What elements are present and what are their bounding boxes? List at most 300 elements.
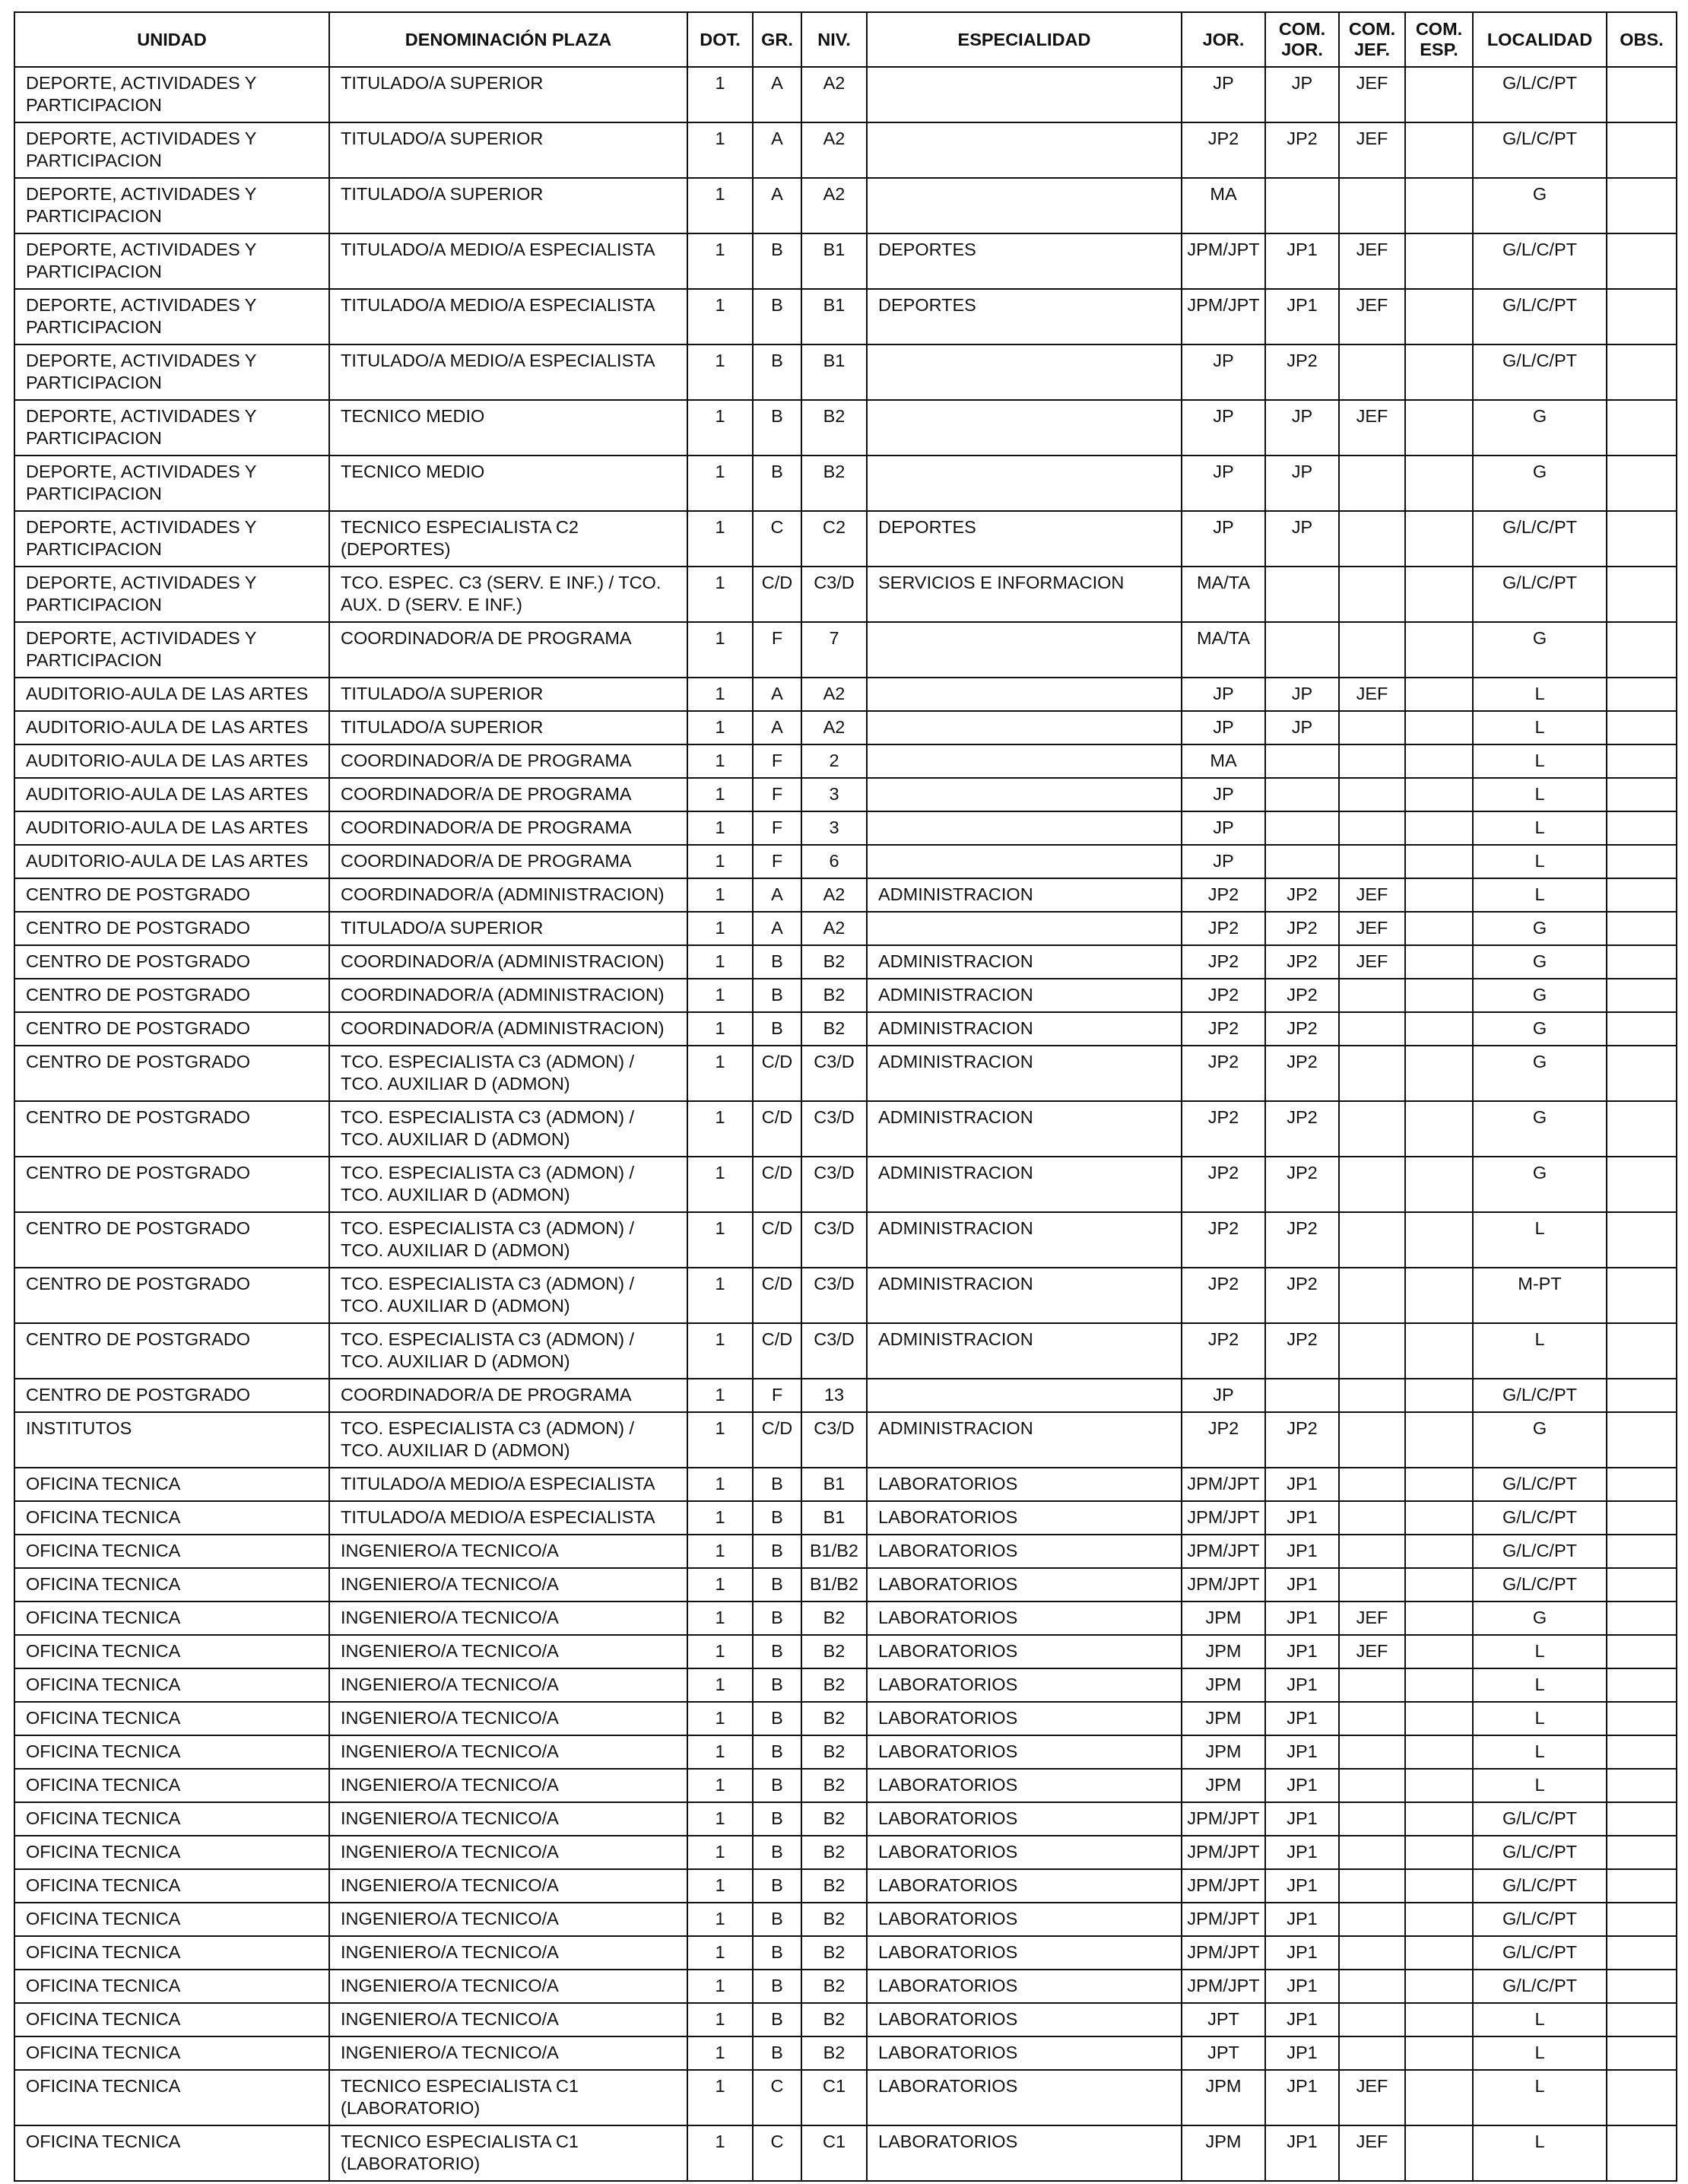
cell-jor: JPT	[1182, 2036, 1265, 2070]
cell-jor: JP2	[1182, 1212, 1265, 1268]
cell-localidad: G/L/C/PT	[1473, 344, 1607, 400]
cell-unidad: CENTRO DE POSTGRADO	[14, 945, 329, 979]
cell-com-jef	[1339, 2003, 1405, 2036]
cell-unidad: OFICINA TECNICA	[14, 1501, 329, 1535]
cell-denominacion-plaza: INGENIERO/A TECNICO/A	[329, 1635, 687, 1668]
cell-gr: B	[753, 1535, 801, 1568]
table-row	[14, 945, 1677, 979]
cell-dot: 1	[687, 778, 753, 811]
header-obs: OBS.	[1607, 12, 1677, 67]
cell-unidad: CENTRO DE POSTGRADO	[14, 1268, 329, 1323]
cell-com-jef	[1339, 1869, 1405, 1903]
cell-dot: 1	[687, 912, 753, 945]
cell-localidad: G/L/C/PT	[1473, 233, 1607, 289]
cell-denominacion-plaza: TITULADO/A SUPERIOR	[329, 178, 687, 233]
table-row	[14, 1903, 1677, 1936]
cell-unidad: CENTRO DE POSTGRADO	[14, 1323, 329, 1379]
cell-especialidad: LABORATORIOS	[867, 2125, 1182, 2181]
cell-niv: B1/B2	[801, 1568, 867, 1601]
cell-com-jor: JP1	[1265, 233, 1339, 289]
cell-unidad: OFICINA TECNICA	[14, 2125, 329, 2181]
cell-jor: JP2	[1182, 878, 1265, 912]
cell-com-jor: JP1	[1265, 1769, 1339, 1802]
cell-dot: 1	[687, 1046, 753, 1101]
cell-denominacion-plaza: INGENIERO/A TECNICO/A	[329, 1970, 687, 2003]
cell-especialidad: ADMINISTRACION	[867, 1323, 1182, 1379]
cell-denominacion-plaza: TITULADO/A SUPERIOR	[329, 122, 687, 178]
cell-com-jor: JP	[1265, 511, 1339, 567]
cell-dot: 1	[687, 1836, 753, 1869]
cell-gr: B	[753, 1869, 801, 1903]
cell-niv: B2	[801, 1735, 867, 1769]
cell-localidad: G/L/C/PT	[1473, 289, 1607, 344]
cell-localidad: G/L/C/PT	[1473, 67, 1607, 122]
cell-com-jef: JEF	[1339, 233, 1405, 289]
cell-obs	[1607, 67, 1677, 122]
cell-localidad: G	[1473, 456, 1607, 511]
cell-dot: 1	[687, 711, 753, 744]
cell-localidad: G	[1473, 979, 1607, 1012]
cell-niv: C3/D	[801, 1323, 867, 1379]
cell-dot: 1	[687, 811, 753, 845]
cell-com-jef	[1339, 979, 1405, 1012]
cell-obs	[1607, 678, 1677, 711]
cell-com-esp	[1405, 1769, 1473, 1802]
table-row	[14, 67, 1677, 122]
cell-com-esp	[1405, 1157, 1473, 1212]
cell-localidad: G	[1473, 1157, 1607, 1212]
cell-niv: B2	[801, 1702, 867, 1735]
cell-niv: B1	[801, 1501, 867, 1535]
cell-com-jef: JEF	[1339, 945, 1405, 979]
cell-com-jor: JP	[1265, 711, 1339, 744]
cell-localidad: G	[1473, 1046, 1607, 1101]
cell-niv: B1	[801, 289, 867, 344]
cell-jor: JPM	[1182, 2125, 1265, 2181]
cell-obs	[1607, 1769, 1677, 1802]
cell-com-jor: JP1	[1265, 1936, 1339, 1970]
cell-especialidad	[867, 67, 1182, 122]
cell-localidad: L	[1473, 811, 1607, 845]
table-row	[14, 1379, 1677, 1412]
cell-localidad: L	[1473, 2003, 1607, 2036]
cell-localidad: L	[1473, 778, 1607, 811]
cell-com-jef	[1339, 1568, 1405, 1601]
cell-jor: JP	[1182, 711, 1265, 744]
cell-com-jef	[1339, 1412, 1405, 1468]
cell-com-jef	[1339, 1046, 1405, 1101]
cell-niv: B2	[801, 1769, 867, 1802]
cell-com-esp	[1405, 1836, 1473, 1869]
cell-dot: 1	[687, 1379, 753, 1412]
cell-gr: B	[753, 1802, 801, 1836]
cell-denominacion-plaza: INGENIERO/A TECNICO/A	[329, 1936, 687, 1970]
cell-com-esp	[1405, 233, 1473, 289]
cell-com-jor: JP1	[1265, 1735, 1339, 1769]
cell-obs	[1607, 1568, 1677, 1601]
cell-com-esp	[1405, 289, 1473, 344]
cell-com-jef	[1339, 1501, 1405, 1535]
cell-jor: JP2	[1182, 1157, 1265, 1212]
table-row	[14, 1869, 1677, 1903]
cell-especialidad: DEPORTES	[867, 511, 1182, 567]
cell-dot: 1	[687, 2036, 753, 2070]
cell-jor: JP2	[1182, 912, 1265, 945]
cell-com-jor: JP1	[1265, 1802, 1339, 1836]
cell-denominacion-plaza: TECNICO ESPECIALISTA C1 (LABORATORIO)	[329, 2070, 687, 2125]
cell-jor: JPM/JPT	[1182, 1836, 1265, 1869]
table-row	[14, 912, 1677, 945]
cell-denominacion-plaza: INGENIERO/A TECNICO/A	[329, 2036, 687, 2070]
cell-jor: JP	[1182, 678, 1265, 711]
cell-gr: B	[753, 344, 801, 400]
cell-localidad: G/L/C/PT	[1473, 1535, 1607, 1568]
cell-gr: A	[753, 711, 801, 744]
cell-denominacion-plaza: INGENIERO/A TECNICO/A	[329, 1702, 687, 1735]
cell-dot: 1	[687, 1468, 753, 1501]
cell-com-jor: JP2	[1265, 878, 1339, 912]
cell-obs	[1607, 2036, 1677, 2070]
cell-com-jor: JP1	[1265, 1836, 1339, 1869]
cell-gr: A	[753, 178, 801, 233]
cell-localidad: G/L/C/PT	[1473, 1970, 1607, 2003]
cell-jor: JP	[1182, 845, 1265, 878]
cell-denominacion-plaza: INGENIERO/A TECNICO/A	[329, 1568, 687, 1601]
cell-denominacion-plaza: TCO. ESPECIALISTA C3 (ADMON) / TCO. AUXILIAR D (ADMON)	[329, 1412, 687, 1468]
cell-com-jef: JEF	[1339, 2125, 1405, 2181]
cell-denominacion-plaza: TITULADO/A SUPERIOR	[329, 678, 687, 711]
cell-niv: C3/D	[801, 567, 867, 622]
cell-com-jef	[1339, 1268, 1405, 1323]
cell-jor: MA/TA	[1182, 622, 1265, 678]
cell-com-jor	[1265, 1379, 1339, 1412]
cell-gr: B	[753, 1568, 801, 1601]
cell-com-jef: JEF	[1339, 1635, 1405, 1668]
cell-com-esp	[1405, 1379, 1473, 1412]
cell-unidad: OFICINA TECNICA	[14, 1568, 329, 1601]
cell-com-esp	[1405, 1268, 1473, 1323]
cell-com-jor: JP1	[1265, 1970, 1339, 2003]
cell-niv: B2	[801, 1601, 867, 1635]
header-com-jor: COM. JOR.	[1265, 12, 1339, 67]
cell-com-esp	[1405, 178, 1473, 233]
cell-dot: 1	[687, 1012, 753, 1046]
cell-dot: 1	[687, 2070, 753, 2125]
cell-gr: B	[753, 289, 801, 344]
cell-especialidad	[867, 811, 1182, 845]
cell-unidad: DEPORTE, ACTIVIDADES Y PARTICIPACION	[14, 622, 329, 678]
cell-gr: B	[753, 1836, 801, 1869]
cell-jor: JPM/JPT	[1182, 233, 1265, 289]
cell-com-jor: JP	[1265, 400, 1339, 456]
cell-especialidad: LABORATORIOS	[867, 1769, 1182, 1802]
cell-com-jor: JP2	[1265, 122, 1339, 178]
cell-unidad: AUDITORIO-AULA DE LAS ARTES	[14, 845, 329, 878]
cell-unidad: AUDITORIO-AULA DE LAS ARTES	[14, 778, 329, 811]
cell-unidad: OFICINA TECNICA	[14, 2070, 329, 2125]
cell-localidad: G/L/C/PT	[1473, 1568, 1607, 1601]
cell-com-jef	[1339, 178, 1405, 233]
cell-localidad: L	[1473, 1702, 1607, 1735]
cell-com-jor	[1265, 811, 1339, 845]
cell-localidad: L	[1473, 1769, 1607, 1802]
cell-localidad: L	[1473, 2036, 1607, 2070]
cell-niv: B2	[801, 456, 867, 511]
cell-unidad: CENTRO DE POSTGRADO	[14, 912, 329, 945]
cell-niv: 2	[801, 744, 867, 778]
cell-com-jef	[1339, 1012, 1405, 1046]
cell-com-jor: JP2	[1265, 979, 1339, 1012]
cell-unidad: DEPORTE, ACTIVIDADES Y PARTICIPACION	[14, 567, 329, 622]
cell-unidad: OFICINA TECNICA	[14, 1970, 329, 2003]
cell-com-esp	[1405, 979, 1473, 1012]
cell-obs	[1607, 178, 1677, 233]
cell-dot: 1	[687, 1936, 753, 1970]
cell-unidad: CENTRO DE POSTGRADO	[14, 878, 329, 912]
cell-localidad: G/L/C/PT	[1473, 1802, 1607, 1836]
header-especialidad: ESPECIALIDAD	[867, 12, 1182, 67]
cell-gr: F	[753, 845, 801, 878]
cell-com-jef	[1339, 1903, 1405, 1936]
cell-com-jor: JP1	[1265, 1535, 1339, 1568]
cell-com-esp	[1405, 1735, 1473, 1769]
cell-jor: JP	[1182, 811, 1265, 845]
cell-jor: JP	[1182, 778, 1265, 811]
header-denominacion-plaza: DENOMINACIÓN PLAZA	[329, 12, 687, 67]
cell-unidad: INSTITUTOS	[14, 1412, 329, 1468]
cell-localidad: G	[1473, 1412, 1607, 1468]
cell-especialidad	[867, 912, 1182, 945]
cell-com-esp	[1405, 1012, 1473, 1046]
cell-jor: JP2	[1182, 1268, 1265, 1323]
cell-com-esp	[1405, 1535, 1473, 1568]
cell-niv: B2	[801, 1802, 867, 1836]
cell-com-esp	[1405, 511, 1473, 567]
cell-unidad: AUDITORIO-AULA DE LAS ARTES	[14, 678, 329, 711]
cell-com-esp	[1405, 400, 1473, 456]
cell-gr: B	[753, 1903, 801, 1936]
cell-com-esp	[1405, 912, 1473, 945]
cell-denominacion-plaza: TECNICO MEDIO	[329, 400, 687, 456]
cell-jor: JPM/JPT	[1182, 1802, 1265, 1836]
cell-com-jor: JP1	[1265, 1468, 1339, 1501]
cell-denominacion-plaza: COORDINADOR/A (ADMINISTRACION)	[329, 1012, 687, 1046]
cell-obs	[1607, 1412, 1677, 1468]
cell-denominacion-plaza: COORDINADOR/A (ADMINISTRACION)	[329, 878, 687, 912]
cell-niv: B1/B2	[801, 1535, 867, 1568]
cell-jor: JPM/JPT	[1182, 1468, 1265, 1501]
cell-niv: B2	[801, 1836, 867, 1869]
cell-obs	[1607, 711, 1677, 744]
cell-com-esp	[1405, 2125, 1473, 2181]
table-row	[14, 1668, 1677, 1702]
cell-dot: 1	[687, 845, 753, 878]
cell-com-jef: JEF	[1339, 122, 1405, 178]
cell-unidad: CENTRO DE POSTGRADO	[14, 979, 329, 1012]
cell-niv: B2	[801, 1635, 867, 1668]
table-row	[14, 1769, 1677, 1802]
cell-niv: B1	[801, 1468, 867, 1501]
cell-denominacion-plaza: TCO. ESPEC. C3 (SERV. E INF.) / TCO. AUX. D (SERV. E INF.)	[329, 567, 687, 622]
cell-denominacion-plaza: TITULADO/A MEDIO/A ESPECIALISTA	[329, 1501, 687, 1535]
cell-niv: C3/D	[801, 1268, 867, 1323]
cell-niv: B2	[801, 1668, 867, 1702]
cell-niv: C3/D	[801, 1412, 867, 1468]
cell-unidad: CENTRO DE POSTGRADO	[14, 1212, 329, 1268]
table-row	[14, 878, 1677, 912]
table-row	[14, 289, 1677, 344]
cell-especialidad	[867, 456, 1182, 511]
cell-dot: 1	[687, 622, 753, 678]
cell-com-esp	[1405, 1601, 1473, 1635]
cell-niv: 6	[801, 845, 867, 878]
cell-obs	[1607, 456, 1677, 511]
cell-obs	[1607, 945, 1677, 979]
cell-com-jef	[1339, 2036, 1405, 2070]
cell-unidad: CENTRO DE POSTGRADO	[14, 1046, 329, 1101]
cell-localidad: G	[1473, 178, 1607, 233]
cell-denominacion-plaza: TITULADO/A SUPERIOR	[329, 711, 687, 744]
cell-com-jef	[1339, 711, 1405, 744]
cell-com-jor: JP2	[1265, 1101, 1339, 1157]
cell-especialidad: ADMINISTRACION	[867, 945, 1182, 979]
cell-niv: B1	[801, 344, 867, 400]
cell-com-jor: JP1	[1265, 1903, 1339, 1936]
cell-dot: 1	[687, 945, 753, 979]
cell-obs	[1607, 1802, 1677, 1836]
cell-com-jor: JP1	[1265, 289, 1339, 344]
header-unidad: UNIDAD	[14, 12, 329, 67]
cell-dot: 1	[687, 400, 753, 456]
cell-gr: A	[753, 912, 801, 945]
cell-especialidad	[867, 1379, 1182, 1412]
cell-gr: B	[753, 1970, 801, 2003]
cell-jor: JP	[1182, 344, 1265, 400]
cell-denominacion-plaza: INGENIERO/A TECNICO/A	[329, 1802, 687, 1836]
cell-com-jef	[1339, 344, 1405, 400]
cell-jor: JPM	[1182, 1735, 1265, 1769]
cell-unidad: DEPORTE, ACTIVIDADES Y PARTICIPACION	[14, 178, 329, 233]
cell-gr: C/D	[753, 1101, 801, 1157]
cell-especialidad: LABORATORIOS	[867, 1568, 1182, 1601]
cell-com-jor: JP1	[1265, 2070, 1339, 2125]
table-row	[14, 1323, 1677, 1379]
cell-unidad: OFICINA TECNICA	[14, 1668, 329, 1702]
cell-especialidad: LABORATORIOS	[867, 1668, 1182, 1702]
cell-gr: B	[753, 1702, 801, 1735]
cell-especialidad: LABORATORIOS	[867, 1869, 1182, 1903]
cell-com-esp	[1405, 678, 1473, 711]
table-row	[14, 778, 1677, 811]
cell-obs	[1607, 878, 1677, 912]
cell-com-jef	[1339, 567, 1405, 622]
cell-denominacion-plaza: INGENIERO/A TECNICO/A	[329, 2003, 687, 2036]
cell-especialidad: DEPORTES	[867, 289, 1182, 344]
cell-especialidad: ADMINISTRACION	[867, 878, 1182, 912]
cell-niv: C3/D	[801, 1046, 867, 1101]
cell-localidad: G/L/C/PT	[1473, 567, 1607, 622]
cell-localidad: G	[1473, 1601, 1607, 1635]
table-row	[14, 1412, 1677, 1468]
cell-niv: B2	[801, 1936, 867, 1970]
cell-dot: 1	[687, 1101, 753, 1157]
cell-denominacion-plaza: TCO. ESPECIALISTA C3 (ADMON) / TCO. AUXILIAR D (ADMON)	[329, 1323, 687, 1379]
cell-unidad: DEPORTE, ACTIVIDADES Y PARTICIPACION	[14, 400, 329, 456]
cell-unidad: OFICINA TECNICA	[14, 2036, 329, 2070]
cell-com-jef	[1339, 778, 1405, 811]
table-row	[14, 567, 1677, 622]
cell-obs	[1607, 1735, 1677, 1769]
cell-com-jef	[1339, 456, 1405, 511]
cell-localidad: G/L/C/PT	[1473, 1836, 1607, 1869]
cell-unidad: OFICINA TECNICA	[14, 1535, 329, 1568]
cell-dot: 1	[687, 1323, 753, 1379]
cell-com-jef	[1339, 845, 1405, 878]
table-row	[14, 1468, 1677, 1501]
cell-obs	[1607, 400, 1677, 456]
cell-gr: F	[753, 1379, 801, 1412]
cell-jor: JPM	[1182, 1601, 1265, 1635]
cell-denominacion-plaza: TCO. ESPECIALISTA C3 (ADMON) / TCO. AUXILIAR D (ADMON)	[329, 1157, 687, 1212]
table-row	[14, 1535, 1677, 1568]
cell-especialidad: LABORATORIOS	[867, 2003, 1182, 2036]
cell-localidad: L	[1473, 1212, 1607, 1268]
cell-denominacion-plaza: INGENIERO/A TECNICO/A	[329, 1601, 687, 1635]
cell-niv: 3	[801, 811, 867, 845]
cell-com-jef	[1339, 1936, 1405, 1970]
cell-dot: 1	[687, 1212, 753, 1268]
cell-unidad: OFICINA TECNICA	[14, 1903, 329, 1936]
table-row	[14, 1936, 1677, 1970]
cell-jor: JPM/JPT	[1182, 1568, 1265, 1601]
cell-localidad: G	[1473, 622, 1607, 678]
cell-dot: 1	[687, 1735, 753, 1769]
cell-unidad: DEPORTE, ACTIVIDADES Y PARTICIPACION	[14, 456, 329, 511]
cell-com-esp	[1405, 344, 1473, 400]
table-row	[14, 2070, 1677, 2125]
table-row	[14, 811, 1677, 845]
cell-com-jor: JP1	[1265, 1501, 1339, 1535]
cell-niv: C3/D	[801, 1101, 867, 1157]
cell-obs	[1607, 1012, 1677, 1046]
cell-unidad: OFICINA TECNICA	[14, 1635, 329, 1668]
cell-especialidad	[867, 678, 1182, 711]
cell-com-jef	[1339, 811, 1405, 845]
cell-obs	[1607, 979, 1677, 1012]
cell-gr: C/D	[753, 1412, 801, 1468]
cell-com-esp	[1405, 744, 1473, 778]
cell-dot: 1	[687, 1702, 753, 1735]
cell-dot: 1	[687, 1601, 753, 1635]
table-row	[14, 1268, 1677, 1323]
cell-niv: 7	[801, 622, 867, 678]
cell-denominacion-plaza: COORDINADOR/A DE PROGRAMA	[329, 811, 687, 845]
cell-com-jor: JP1	[1265, 1601, 1339, 1635]
cell-localidad: L	[1473, 744, 1607, 778]
cell-localidad: L	[1473, 878, 1607, 912]
cell-dot: 1	[687, 289, 753, 344]
cell-obs	[1607, 1268, 1677, 1323]
cell-gr: A	[753, 67, 801, 122]
cell-especialidad: LABORATORIOS	[867, 1903, 1182, 1936]
cell-localidad: L	[1473, 1635, 1607, 1668]
cell-com-esp	[1405, 2003, 1473, 2036]
cell-jor: JP2	[1182, 945, 1265, 979]
cell-gr: C/D	[753, 1212, 801, 1268]
cell-obs	[1607, 233, 1677, 289]
cell-gr: F	[753, 622, 801, 678]
cell-obs	[1607, 622, 1677, 678]
